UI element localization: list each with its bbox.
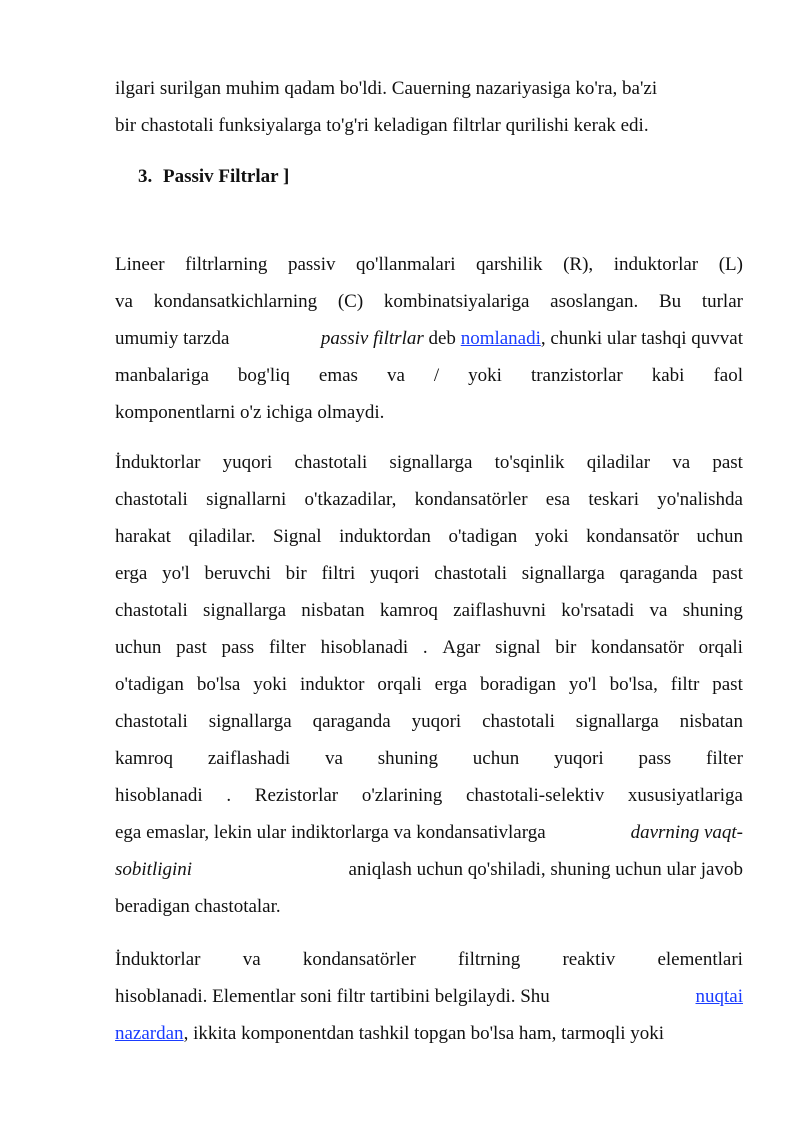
word: yo'nalishda bbox=[657, 489, 743, 510]
word: qiladilar. bbox=[188, 526, 256, 547]
word: filtrning bbox=[457, 949, 521, 970]
word: asoslangan. bbox=[550, 291, 639, 312]
text-line bbox=[115, 946, 743, 974]
word: signal bbox=[495, 637, 541, 658]
word: shuning bbox=[682, 600, 743, 621]
word: chastotali-selektiv bbox=[465, 785, 605, 806]
word: bir bbox=[555, 637, 577, 658]
word: bo'lsa, bbox=[609, 674, 658, 695]
word: hisoblanadi bbox=[320, 637, 409, 658]
text-line bbox=[115, 112, 743, 140]
italic-term: passiv filtrlar bbox=[320, 328, 424, 349]
word: filtr bbox=[670, 674, 700, 695]
justified-text bbox=[115, 745, 743, 773]
justified-text bbox=[115, 671, 743, 699]
text-run: beradigan chastotalar. bbox=[115, 896, 281, 917]
intro-line-2: bir chastotali funksiyalarga to'g'ri keladigan filtrlar qurilishi kerak edi. bbox=[115, 115, 649, 136]
link-nuqtai[interactable]: nuqtai bbox=[695, 986, 743, 1007]
word: Agar bbox=[442, 637, 481, 658]
word: turlar bbox=[701, 291, 743, 312]
word: kamroq bbox=[115, 748, 174, 769]
text-line bbox=[115, 560, 743, 588]
word: harakat bbox=[115, 526, 171, 547]
text-line bbox=[115, 399, 743, 427]
word: signallarga bbox=[521, 563, 605, 584]
word: passiv bbox=[287, 254, 336, 275]
word: yoki bbox=[534, 526, 569, 547]
word: yo'l bbox=[162, 563, 190, 584]
word: nisbatan bbox=[301, 600, 365, 621]
word: o'zlarining bbox=[361, 785, 443, 806]
heading-title: Passiv Filtrlar ] bbox=[163, 166, 290, 187]
word: yoki bbox=[468, 365, 502, 386]
word: bo'lsa bbox=[196, 674, 241, 695]
word: yoki bbox=[253, 674, 288, 695]
word: bog'liq bbox=[237, 365, 290, 386]
word: shuning bbox=[377, 748, 438, 769]
word: kondansatörler bbox=[414, 489, 528, 510]
italic-term: sobitligini bbox=[115, 859, 193, 880]
word: beruvchi bbox=[204, 563, 271, 584]
word: hisoblanadi bbox=[115, 785, 203, 806]
word: manbalariga bbox=[115, 365, 209, 386]
text-line bbox=[115, 856, 743, 884]
intro-line-1: ilgari surilgan muhim qadam bo'ldi. Cauerning nazariyasiga ko'ra, ba'zi bbox=[115, 78, 658, 99]
word: o'tadigan bbox=[448, 526, 518, 547]
word: Bu bbox=[658, 291, 682, 312]
text-run: komponentlarni o'z ichiga olmaydi. bbox=[115, 402, 385, 423]
word: xususiyatlariga bbox=[627, 785, 743, 806]
word: va bbox=[242, 949, 261, 970]
word: signallarni bbox=[206, 489, 287, 510]
word: kondansatörler bbox=[302, 949, 416, 970]
word: chastotali bbox=[434, 563, 508, 584]
word: tranzistorlar bbox=[530, 365, 623, 386]
section-heading bbox=[138, 163, 289, 191]
word: va bbox=[649, 600, 668, 621]
word: bir bbox=[285, 563, 307, 584]
word: va bbox=[672, 452, 691, 473]
word: va bbox=[115, 291, 133, 312]
word: elementlari bbox=[657, 949, 743, 970]
word: chastotali bbox=[115, 711, 188, 732]
text-run: deb bbox=[428, 328, 456, 349]
text-run: , chunki ular tashqi quvvat bbox=[540, 328, 743, 349]
word: filtri bbox=[321, 563, 356, 584]
text-line bbox=[115, 671, 743, 699]
link-nazardan[interactable]: nazardan bbox=[115, 1023, 184, 1044]
link-nomlanadi[interactable]: nomlanadi bbox=[460, 328, 541, 349]
word: yuqori bbox=[411, 711, 462, 732]
word: yuqori bbox=[222, 452, 273, 473]
heading-number: 3. bbox=[138, 166, 153, 187]
word: induktordan bbox=[339, 526, 431, 547]
text-line bbox=[115, 634, 743, 662]
justified-text bbox=[115, 288, 743, 316]
word: chastotali bbox=[115, 489, 188, 510]
text-line bbox=[115, 486, 743, 514]
word: erga bbox=[434, 674, 468, 695]
word: faol bbox=[713, 365, 743, 386]
text-run: ega emaslar, lekin ular indiktorlarga va kondansativlarga bbox=[115, 822, 546, 843]
text-run: aniqlash uchun qo'shiladi, shuning uchun ular javob bbox=[348, 859, 743, 880]
word: past bbox=[712, 452, 743, 473]
word: past bbox=[712, 563, 743, 584]
word: yo'l bbox=[568, 674, 597, 695]
word: kombinatsiyalariga bbox=[383, 291, 530, 312]
word: o'tkazadilar, bbox=[304, 489, 397, 510]
word: uchun bbox=[115, 637, 162, 658]
word: past bbox=[712, 674, 743, 695]
word: emas bbox=[318, 365, 358, 386]
text-run: hisoblanadi. Elementlar soni filtr tartibini belgilaydi. Shu bbox=[115, 986, 550, 1007]
justified-text bbox=[115, 597, 743, 625]
text-line bbox=[115, 893, 743, 921]
text-line bbox=[115, 745, 743, 773]
word: to'sqinlik bbox=[494, 452, 565, 473]
text-line bbox=[115, 288, 743, 316]
word: teskari bbox=[588, 489, 639, 510]
word: boradigan bbox=[479, 674, 556, 695]
word: filter bbox=[268, 637, 306, 658]
word: / bbox=[433, 365, 440, 386]
word: Lineer bbox=[115, 254, 165, 275]
word: signallarga bbox=[575, 711, 659, 732]
text-line bbox=[115, 819, 743, 847]
justified-text bbox=[115, 708, 743, 736]
text-line bbox=[115, 449, 743, 477]
word: yuqori bbox=[369, 563, 420, 584]
word: Signal bbox=[272, 526, 322, 547]
word: past bbox=[176, 637, 207, 658]
justified-text bbox=[115, 634, 743, 662]
word: İnduktorlar bbox=[115, 452, 201, 473]
text-line bbox=[115, 523, 743, 551]
justified-text bbox=[115, 560, 743, 588]
word: chastotali bbox=[115, 600, 188, 621]
word: kondansatör bbox=[586, 526, 680, 547]
word: qaraganda bbox=[619, 563, 698, 584]
word: nisbatan bbox=[679, 711, 743, 732]
word: (C) bbox=[337, 291, 364, 312]
word: zaiflashuvni bbox=[453, 600, 546, 621]
text-line bbox=[115, 325, 743, 353]
justified-text bbox=[115, 946, 743, 974]
justified-text bbox=[115, 523, 743, 551]
word: ko'rsatadi bbox=[561, 600, 635, 621]
text-run: umumiy tarzda bbox=[115, 328, 230, 349]
justified-text bbox=[115, 251, 743, 279]
word: qiladilar bbox=[586, 452, 651, 473]
word: İnduktorlar bbox=[115, 949, 201, 970]
text-run: , ikkita komponentdan tashkil topgan bo'lsa ham, tarmoqli yoki bbox=[183, 1023, 665, 1044]
word: o'tadigan bbox=[115, 674, 184, 695]
text-line bbox=[115, 708, 743, 736]
word: qaraganda bbox=[312, 711, 391, 732]
word: pass bbox=[221, 637, 255, 658]
text-line bbox=[115, 362, 743, 390]
word: uchun bbox=[696, 526, 743, 547]
text-line bbox=[115, 983, 743, 1011]
word: esa bbox=[545, 489, 571, 510]
text-line bbox=[115, 782, 743, 810]
justified-text bbox=[115, 449, 743, 477]
word: . bbox=[422, 637, 428, 658]
word: qo'llanmalari bbox=[356, 254, 456, 275]
word: chastotali bbox=[294, 452, 368, 473]
justified-text bbox=[115, 486, 743, 514]
text-line bbox=[115, 597, 743, 625]
word: orqali bbox=[698, 637, 743, 658]
word: reaktiv bbox=[562, 949, 616, 970]
word: kabi bbox=[651, 365, 685, 386]
word: qarshilik bbox=[476, 254, 543, 275]
word: filter bbox=[706, 748, 743, 769]
text-line bbox=[115, 251, 743, 279]
word: erga bbox=[115, 563, 148, 584]
word: va bbox=[386, 365, 405, 386]
word: . bbox=[226, 785, 232, 806]
italic-term: davrning vaqt- bbox=[630, 822, 743, 843]
word: uchun bbox=[472, 748, 520, 769]
justified-text bbox=[115, 782, 743, 810]
text-line bbox=[115, 75, 743, 103]
word: va bbox=[325, 748, 343, 769]
word: (L) bbox=[718, 254, 743, 275]
justified-text bbox=[115, 362, 743, 390]
word: signallarga bbox=[389, 452, 473, 473]
word: (R), bbox=[563, 254, 594, 275]
word: kondansatör bbox=[591, 637, 684, 658]
word: orqali bbox=[377, 674, 422, 695]
word: signallarga bbox=[203, 600, 287, 621]
word: filtrlarning bbox=[185, 254, 268, 275]
word: kamroq bbox=[379, 600, 438, 621]
text-line bbox=[115, 1020, 743, 1048]
word: signallarga bbox=[208, 711, 292, 732]
word: kondansatkichlarning bbox=[153, 291, 318, 312]
word: yuqori bbox=[554, 748, 604, 769]
word: Rezistorlar bbox=[254, 785, 339, 806]
word: chastotali bbox=[482, 711, 555, 732]
word: induktor bbox=[300, 674, 365, 695]
word: induktorlar bbox=[613, 254, 699, 275]
word: zaiflashadi bbox=[207, 748, 291, 769]
word: pass bbox=[638, 748, 672, 769]
